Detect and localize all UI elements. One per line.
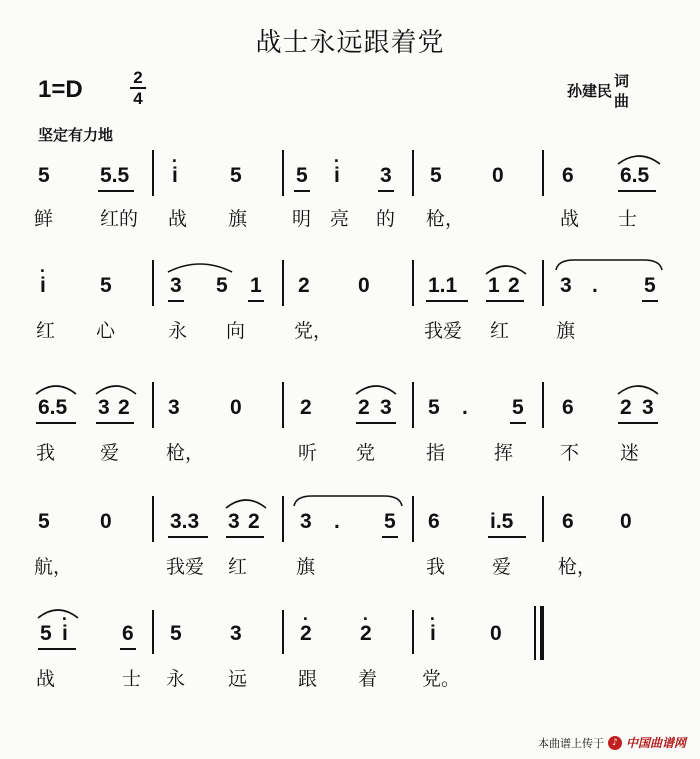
lyric: 永 [166,668,186,690]
lyric: 旗 [556,320,576,342]
lyric: 的 [376,208,396,230]
slur [616,152,662,166]
note: 3 [300,510,312,533]
lyric: 指 [426,442,446,464]
underline [382,536,398,538]
lyric: 心 [96,320,116,342]
note: 0 [358,274,370,297]
barline [542,382,544,428]
lyric: 战 [36,668,56,690]
underline [618,190,656,192]
note: 6.5 [38,396,68,419]
note: 1.1 [428,274,458,297]
barline [282,150,284,196]
lyric: 士 [618,208,638,230]
lyric: 明 [292,208,312,230]
slur [36,606,80,620]
underline [226,536,264,538]
slur [34,382,78,396]
score-system-3 [0,380,700,490]
lyric: 党， [294,320,333,342]
lyric: 红 [228,556,248,578]
underline [356,422,396,424]
note: 5 [230,164,242,187]
composer-name: 孙建民 [566,82,612,100]
barline [152,610,154,654]
note: 5 [428,396,440,419]
score-system-1 [0,150,700,260]
barline [412,150,414,196]
note: · i [334,164,340,188]
note: 5 [38,510,50,533]
note: 5 [644,274,656,297]
note: 5 [512,396,524,419]
note: 0 [490,622,502,645]
site-name[interactable]: 中国曲谱网 [625,736,686,750]
lyric: 远 [228,668,248,690]
note: 5 [100,274,112,297]
tempo-marking: 坚定有力地 [38,126,114,144]
slur [484,262,528,276]
underline [488,536,526,538]
lyric: 亮 [330,208,350,230]
lyric: 枪， [558,556,597,578]
note: · i [40,274,46,298]
note: 3 [560,274,572,297]
lyric: 士 [122,668,142,690]
note: 5 [38,164,50,187]
underline [248,300,264,302]
note: 1 [488,274,500,297]
slur [354,382,398,396]
site-logo-icon: ♪ [608,736,622,750]
lyric: 我爱 [424,320,463,342]
underline [642,300,658,302]
lyric: 我 [36,442,56,464]
note: 5 [296,164,308,187]
note: 5.5 [100,164,130,187]
note: . [592,274,598,297]
underline [36,422,76,424]
lyric: 旗 [228,208,248,230]
note: 2 [620,396,632,419]
note: 3.3 [170,510,200,533]
lyric: 向 [226,320,246,342]
note: 3 [228,510,240,533]
underline [618,422,658,424]
score-system-5 [0,604,700,714]
lyric: 我爱 [166,556,205,578]
lyric: 迷 [620,442,640,464]
note: 2 [298,274,310,297]
lyric: 听 [298,442,318,464]
note: 0 [230,396,242,419]
underline [168,536,208,538]
footer-text: 本曲谱上传于 [537,736,604,750]
meter-top: 2 [133,68,143,87]
note: 2 [248,510,260,533]
slur [616,382,660,396]
song-title: 战士永远跟着党 [255,28,445,58]
key-signature: 1=D [38,76,83,103]
barline [542,150,544,196]
barline [282,610,284,654]
note: i.5 [490,510,514,533]
lyric: 我 [426,556,446,578]
note: 6 [562,510,574,533]
underline [120,648,136,650]
note: · 2 [360,622,372,646]
barline [542,260,544,306]
barline [412,260,414,306]
lyric: 不 [560,442,580,464]
note: 3 [98,396,110,419]
barline [542,496,544,542]
lyric: 战 [560,208,580,230]
slur [166,260,234,274]
lyric: 枪， [166,442,205,464]
note: 5 [430,164,442,187]
barline [282,496,284,542]
lyric: 红的 [100,208,139,230]
music-role: 曲 [614,92,630,110]
lyric: 鲜 [34,208,54,230]
lyric: 党 [356,442,376,464]
underline [98,190,134,192]
note: 5 [216,274,228,297]
note: 0 [492,164,504,187]
slur [224,496,268,510]
score-system-2 [0,258,700,368]
underline [96,422,134,424]
lyric: 红 [36,320,56,342]
underline [378,190,394,192]
underline [486,300,524,302]
barline [412,610,414,654]
slur [94,382,138,396]
final-barline-thick [540,606,544,660]
note: · i [62,622,68,646]
lyric: 航， [34,556,73,578]
slur [292,494,404,508]
lyric: 跟 [298,668,318,690]
lyric: 永 [168,320,188,342]
lyric: 红 [490,320,510,342]
note: 5 [170,622,182,645]
note: 2 [118,396,130,419]
note: 3 [380,164,392,187]
final-barline-thin [534,606,536,660]
note: 6 [122,622,134,645]
underline [38,648,76,650]
barline [152,496,154,542]
source-footer [538,734,686,751]
note: 2 [508,274,520,297]
lyric: 爱 [492,556,512,578]
barline [282,382,284,428]
underline [510,422,526,424]
note: 6.5 [620,164,650,187]
note: 0 [100,510,112,533]
note: 3 [642,396,654,419]
lyric: 旗 [296,556,316,578]
note: 3 [170,274,182,297]
barline [282,260,284,306]
note: 3 [230,622,242,645]
barline [152,150,154,196]
note: . [462,396,468,419]
underline [294,190,310,192]
lyric-role: 词 [614,72,630,90]
slur [554,258,664,272]
barline [412,382,414,428]
barline [412,496,414,542]
note: 0 [620,510,632,533]
note: 1 [250,274,262,297]
note: 5 [40,622,52,645]
note: 6 [562,164,574,187]
lyric: 枪， [426,208,465,230]
barline [152,260,154,306]
barline [152,382,154,428]
underline [426,300,468,302]
lyric: 爱 [100,442,120,464]
note: 2 [300,396,312,419]
time-signature [128,68,148,108]
meter-bottom: 4 [133,89,143,108]
lyric: 党。 [422,668,461,690]
note: 6 [428,510,440,533]
note: · i [172,164,178,188]
score-system-4 [0,492,700,602]
lyric: 战 [168,208,188,230]
note: 3 [380,396,392,419]
note: 5 [384,510,396,533]
note: . [334,510,340,533]
lyric: 挥 [494,442,514,464]
underline [168,300,184,302]
note: · i [430,622,436,646]
note: 2 [358,396,370,419]
note: 3 [168,396,180,419]
lyric: 着 [358,668,378,690]
note: 6 [562,396,574,419]
note: · 2 [300,622,312,646]
